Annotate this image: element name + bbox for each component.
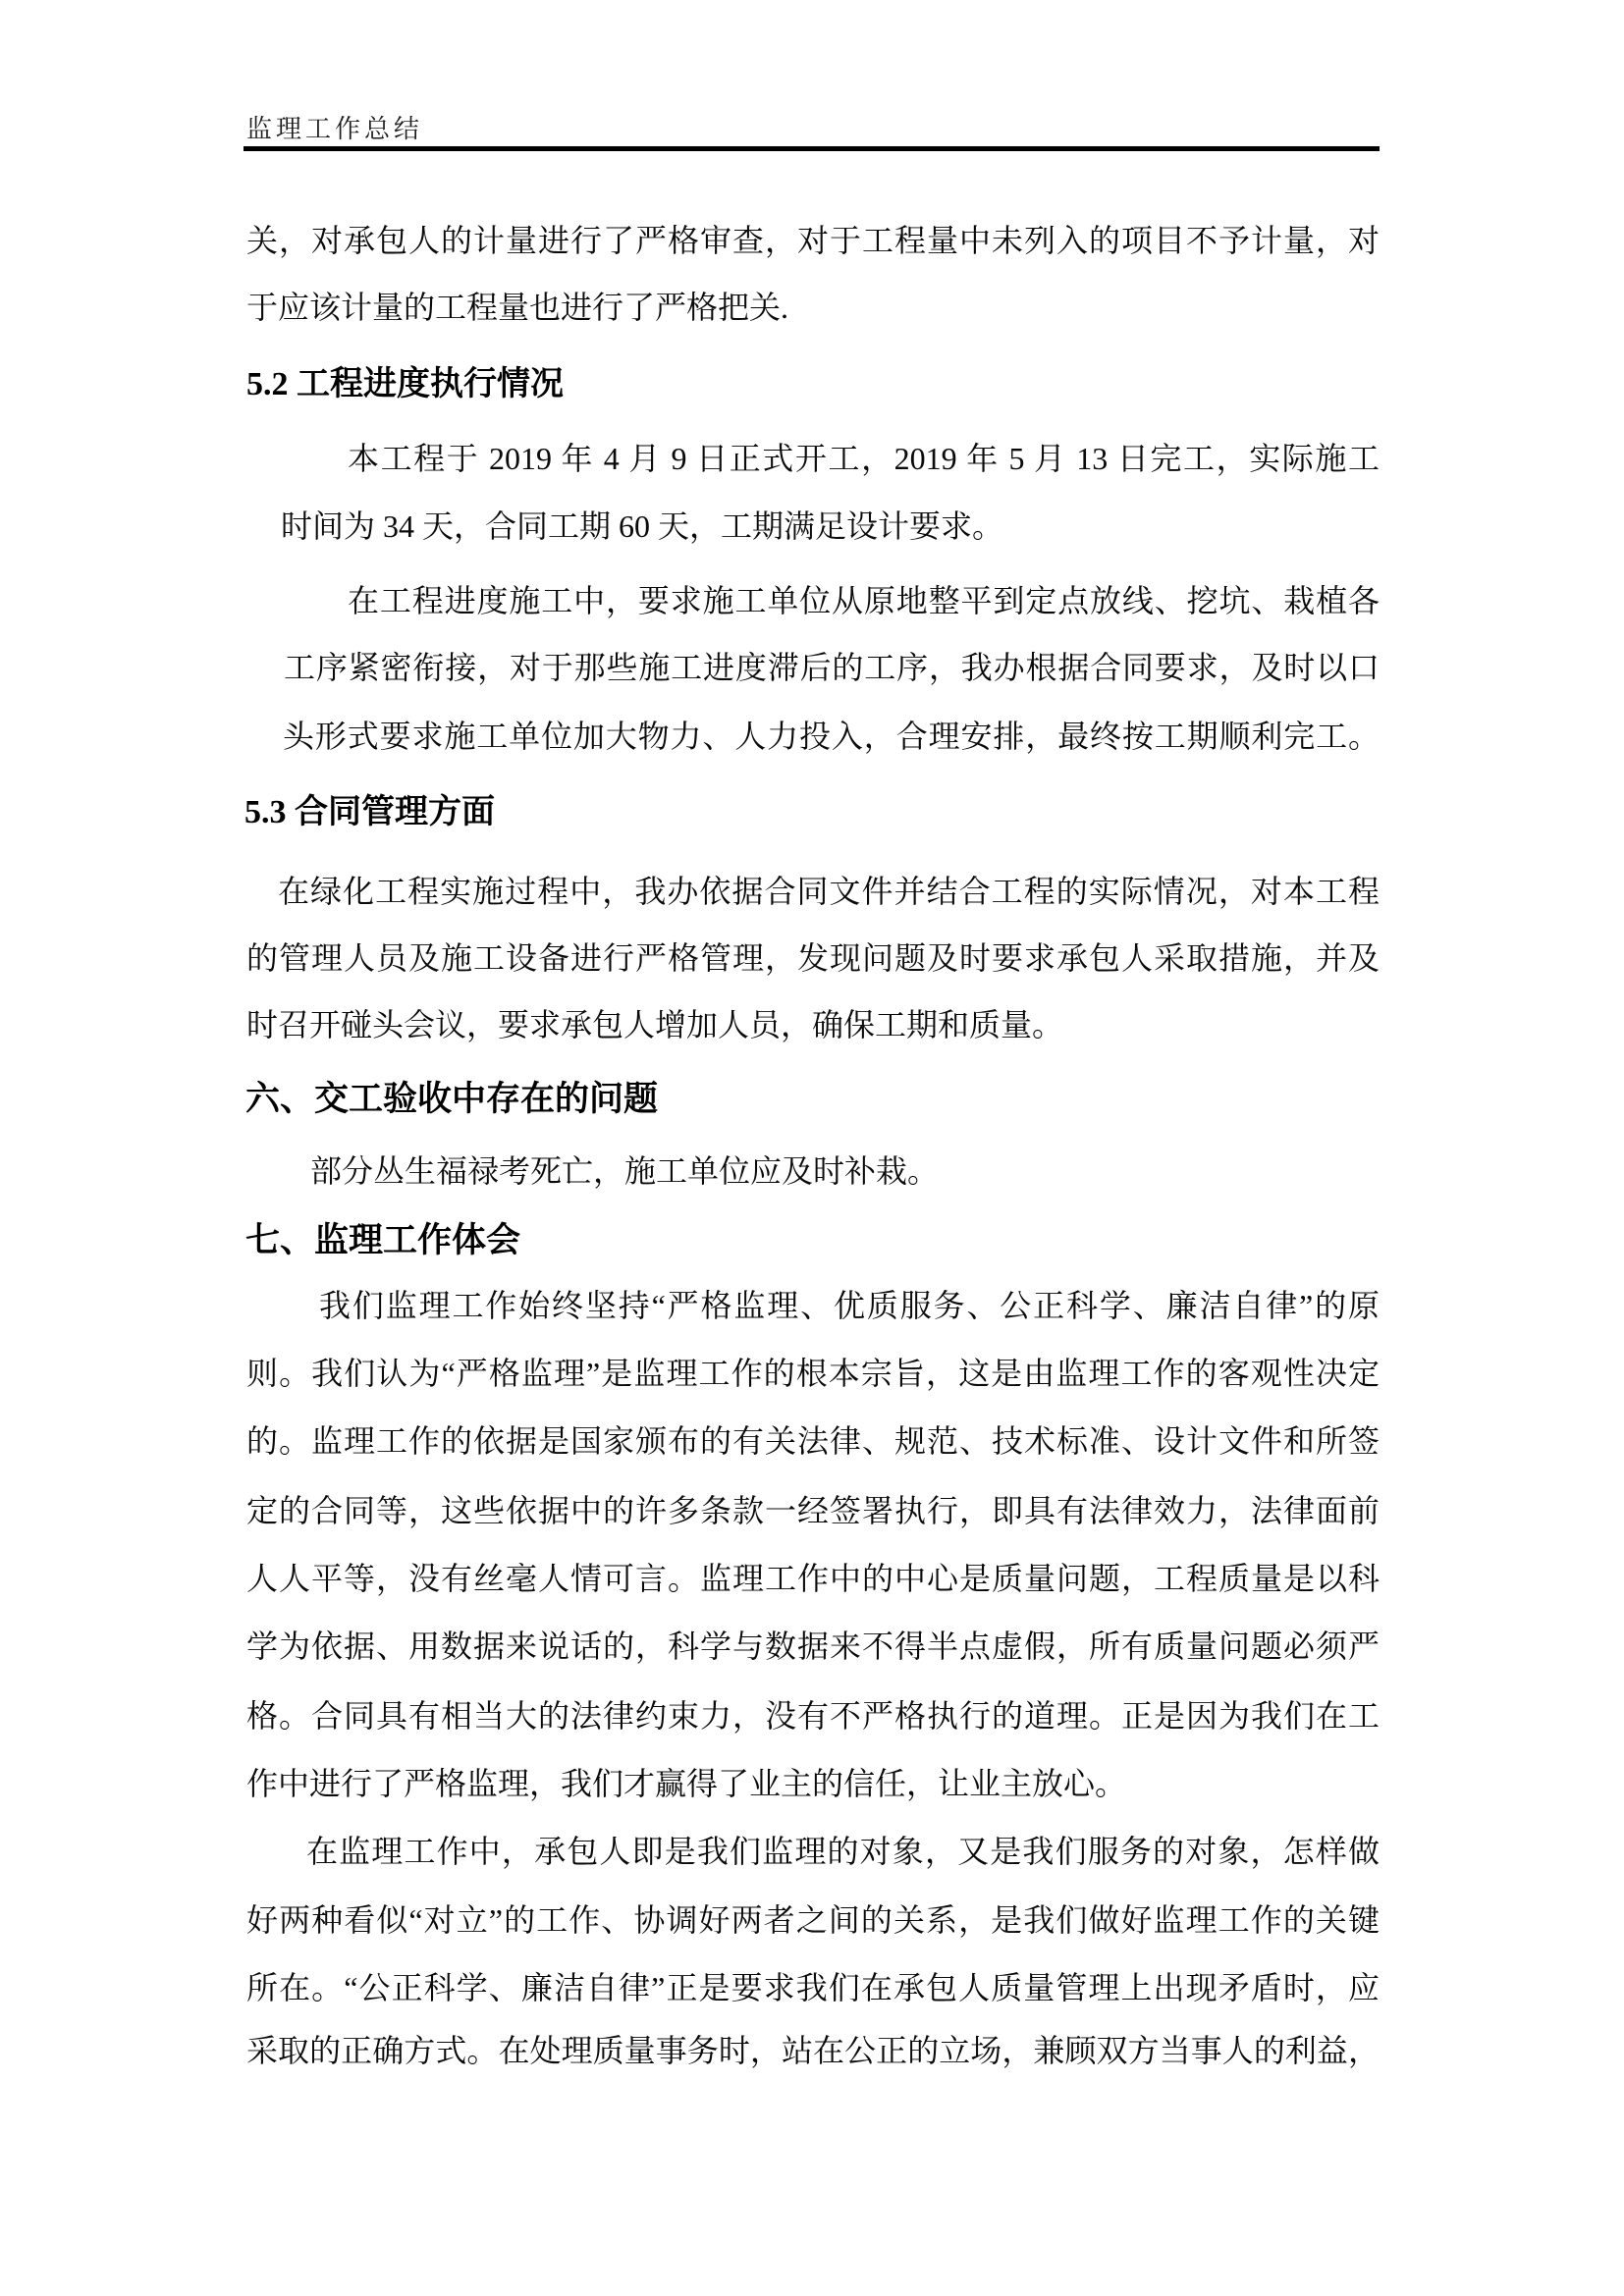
body-line: 时召开碰头会议，要求承包人增加人员，确保工期和质量。 bbox=[246, 1007, 1064, 1042]
body-line: 则。我们认为“严格监理”是监理工作的根本宗旨，这是由监理工作的客观性决定 bbox=[246, 1356, 1380, 1391]
body-line: 时间为 34 天，合同工期 60 天，工期满足设计要求。 bbox=[281, 508, 1004, 544]
body-line: 我们监理工作始终坚持“严格监理、优质服务、公正科学、廉洁自律”的原 bbox=[319, 1288, 1380, 1323]
section-heading-7: 七、监理工作体会 bbox=[245, 1221, 521, 1259]
header-rule bbox=[244, 146, 1380, 151]
body-line: 头形式要求施工单位加大物力、人力投入，合理安排，最终按工期顺利完工。 bbox=[283, 719, 1380, 754]
body-line: 作中进行了严格监理，我们才赢得了业主的信任，让业主放心。 bbox=[246, 1766, 1127, 1801]
body-line: 人人平等，没有丝毫人情可言。监理工作中的中心是质量问题，工程质量是以科 bbox=[246, 1561, 1380, 1596]
body-line: 采取的正确方式。在处理质量事务时，站在公正的立场，兼顾双方当事人的利益， bbox=[246, 2033, 1380, 2068]
page-header-title: 监理工作总结 bbox=[246, 115, 424, 143]
section-heading-5-3: 5.3 合同管理方面 bbox=[244, 794, 495, 830]
body-line: 在监理工作中，承包人即是我们监理的对象，又是我们服务的对象，怎样做 bbox=[306, 1834, 1380, 1869]
body-line: 学为依据、用数据来说话的，科学与数据来不得半点虚假，所有质量问题必须严 bbox=[246, 1629, 1380, 1664]
body-line: 在工程进度施工中，要求施工单位从原地整平到定点放线、挖坑、栽植各 bbox=[348, 583, 1380, 618]
body-line: 于应该计量的工程量也进行了严格把关. bbox=[246, 290, 789, 325]
body-line: 关，对承包人的计量进行了严格审查，对于工程量中未列入的项目不予计量，对 bbox=[246, 223, 1380, 258]
body-line: 所在。“公正科学、廉洁自律”正是要求我们在承包人质量管理上出现矛盾时，应 bbox=[246, 1970, 1380, 2005]
body-line: 的。监理工作的依据是国家颁布的有关法律、规范、技术标准、设计文件和所签 bbox=[246, 1423, 1380, 1459]
section-heading-5-2: 5.2 工程进度执行情况 bbox=[246, 366, 564, 402]
body-line: 本工程于 2019 年 4 月 9 日正式开工，2019 年 5 月 13 日完工，实际施工 bbox=[348, 441, 1380, 476]
body-line: 在绿化工程实施过程中，我办依据合同文件并结合工程的实际情况，对本工程 bbox=[278, 874, 1380, 909]
body-line: 好两种看似“对立”的工作、协调好两者之间的关系，是我们做好监理工作的关键 bbox=[246, 1902, 1380, 1938]
body-line: 的管理人员及施工设备进行严格管理，发现问题及时要求承包人采取措施，并及 bbox=[246, 940, 1380, 976]
body-line: 定的合同等，这些依据中的许多条款一经签署执行，即具有法律效力，法律面前 bbox=[246, 1493, 1380, 1528]
section-heading-6: 六、交工验收中存在的问题 bbox=[245, 1080, 659, 1118]
body-line: 工序紧密衔接，对于那些施工进度滞后的工序，我办根据合同要求，及时以口 bbox=[284, 650, 1380, 685]
body-line: 格。合同具有相当大的法律约束力，没有不严格执行的道理。正是因为我们在工 bbox=[246, 1698, 1380, 1734]
body-line: 部分丛生福禄考死亡，施工单位应及时补栽。 bbox=[310, 1153, 940, 1189]
